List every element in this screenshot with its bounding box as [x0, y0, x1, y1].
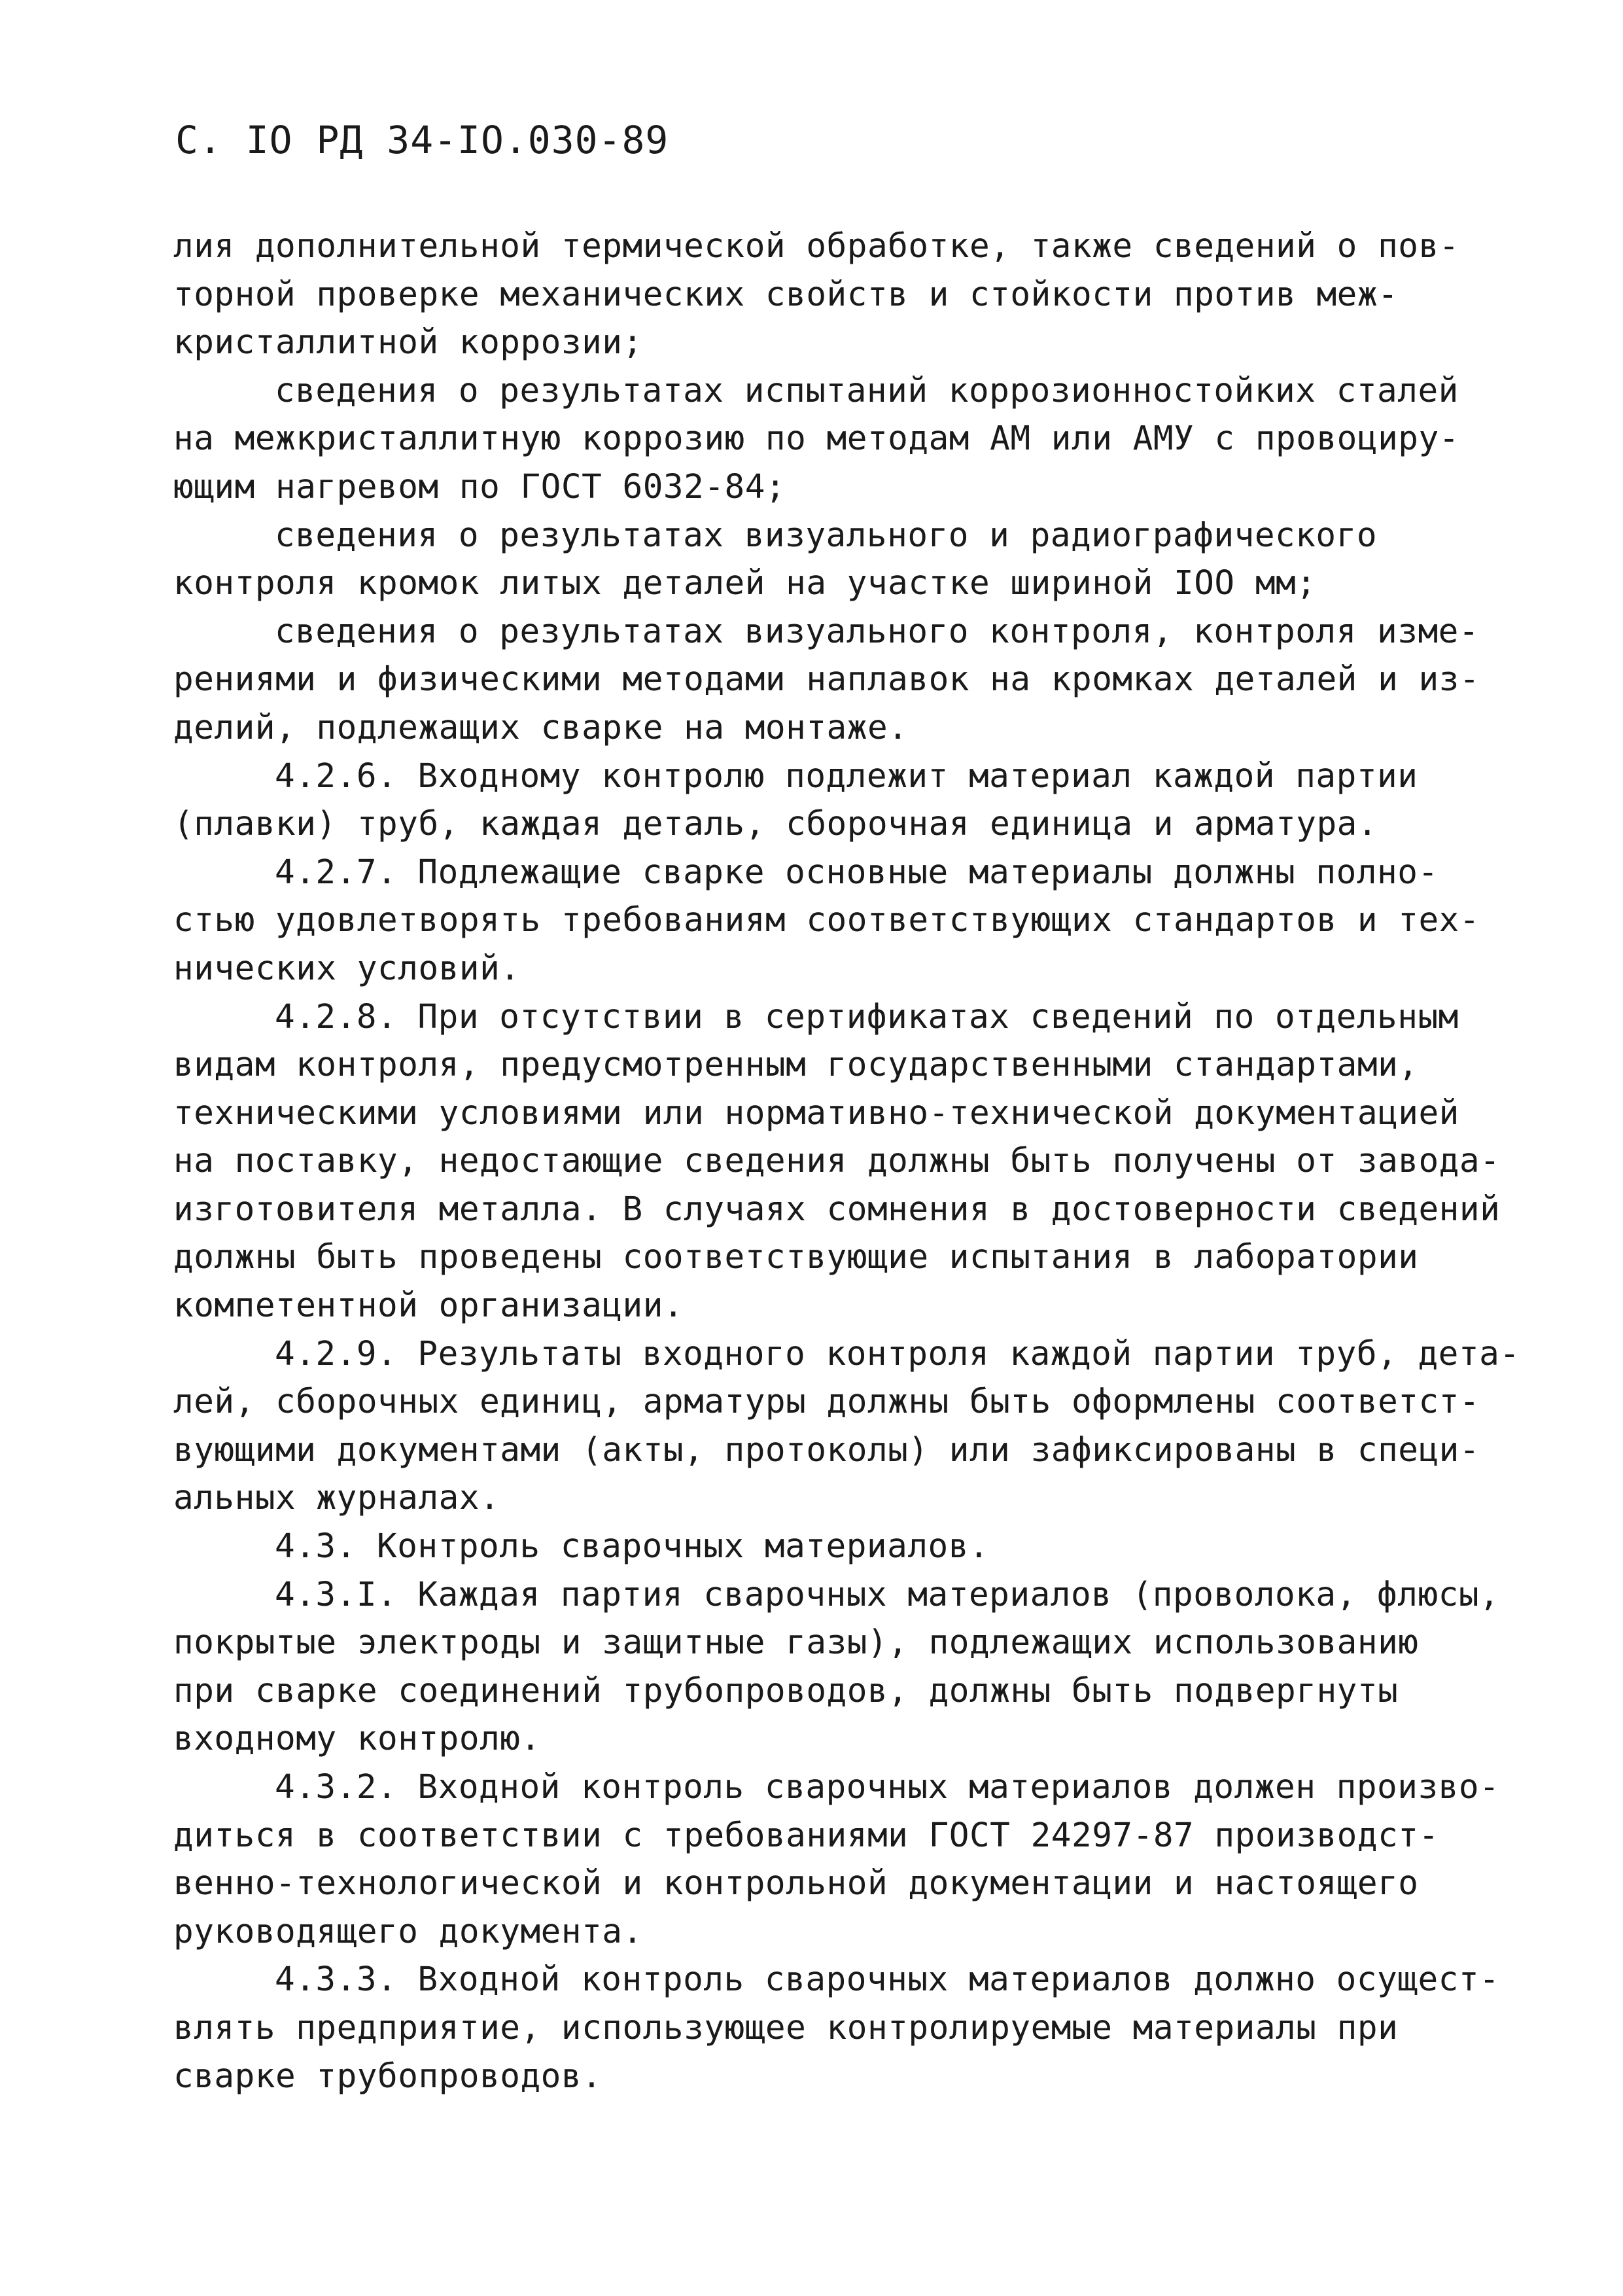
text-line: влять предприятие, использующее контролируемые материалы при: [173, 2008, 1399, 2047]
text-line: вующими документами (акты, протоколы) или зафиксированы в специ-: [173, 1430, 1480, 1470]
text-line: 4.3. Контроль сварочных материалов.: [275, 1527, 990, 1566]
text-line: лия дополнительной термической обработке, также сведений о пов-: [173, 227, 1459, 266]
text-line: должны быть проведены соответствующие испытания в лаборатории: [173, 1238, 1419, 1277]
text-line: нических условий.: [173, 949, 521, 988]
text-line: кристаллитной коррозии;: [173, 323, 643, 362]
text-line: на межкристаллитную коррозию по методам АМ или АМУ с провоциру-: [173, 419, 1459, 459]
text-line: лей, сборочных единиц, арматуры должны быть оформлены соответст-: [173, 1383, 1480, 1422]
text-line: ющим нагревом по ГОСТ 6032-84;: [173, 467, 786, 506]
text-line: при сварке соединений трубопроводов, должны быть подвергнуты: [173, 1671, 1399, 1710]
text-line: сварке трубопроводов.: [173, 2057, 602, 2096]
text-line: сведения о результатах визуального и радиографического: [275, 516, 1378, 555]
text-line: изготовителя металла. В случаях сомнения в достоверности сведений: [173, 1190, 1501, 1229]
body-text: [173, 222, 1520, 2100]
text-line: 4.2.9. Результаты входного контроля каждой партии труб, дета-: [275, 1334, 1520, 1373]
text-line: делий, подлежащих сварке на монтаже.: [173, 708, 909, 747]
text-line: венно-технологической и контрольной документации и настоящего: [173, 1864, 1419, 1903]
text-line: контроля кромок литых деталей на участке шириной IOO мм;: [173, 564, 1317, 603]
text-line: 4.3.2. Входной контроль сварочных материалов должен произво-: [275, 1768, 1500, 1807]
text-line: покрытые электроды и защитные газы), подлежащих использованию: [173, 1623, 1419, 1663]
text-line: торной проверке механических свойств и стойкости против меж-: [173, 275, 1399, 314]
text-line: альных журналах.: [173, 1479, 500, 1518]
text-line: сведения о результатах испытаний коррозионностойких сталей: [275, 371, 1459, 410]
text-line: 4.2.7. Подлежащие сварке основные материалы должны полно-: [275, 853, 1439, 892]
page-header: С. IO РД 34-IO.030-89: [175, 118, 669, 162]
text-line: диться в соответствии с требованиями ГОСТ 24297-87 производст-: [173, 1816, 1439, 1855]
text-line: стью удовлетворять требованиям соответствующих стандартов и тех-: [173, 901, 1480, 940]
text-line: руководящего документа.: [173, 1912, 643, 1951]
text-line: видам контроля, предусмотренным государственными стандартами,: [173, 1046, 1419, 1085]
text-line: рениями и физическими методами наплавок на кромках деталей и из-: [173, 660, 1480, 699]
text-line: входному контролю.: [173, 1720, 541, 1759]
text-line: на поставку, недостающие сведения должны быть получены от завода-: [173, 1142, 1501, 1181]
text-line: сведения о результатах визуального контроля, контроля изме-: [275, 612, 1480, 651]
text-line: 4.3.3. Входной контроль сварочных материалов должно осущест-: [275, 1960, 1500, 2000]
text-line: 4.3.I. Каждая партия сварочных материалов (проволока, флюсы,: [275, 1575, 1500, 1614]
text-line: (плавки) труб, каждая деталь, сборочная единица и арматура.: [173, 805, 1378, 844]
text-line: техническими условиями или нормативно-технической документацией: [173, 1093, 1459, 1133]
text-line: компетентной организации.: [173, 1286, 684, 1326]
text-line: 4.2.6. Входному контролю подлежит материал каждой партии: [275, 756, 1418, 796]
text-line: 4.2.8. При отсутствии в сертификатах сведений по отдельным: [275, 997, 1459, 1036]
